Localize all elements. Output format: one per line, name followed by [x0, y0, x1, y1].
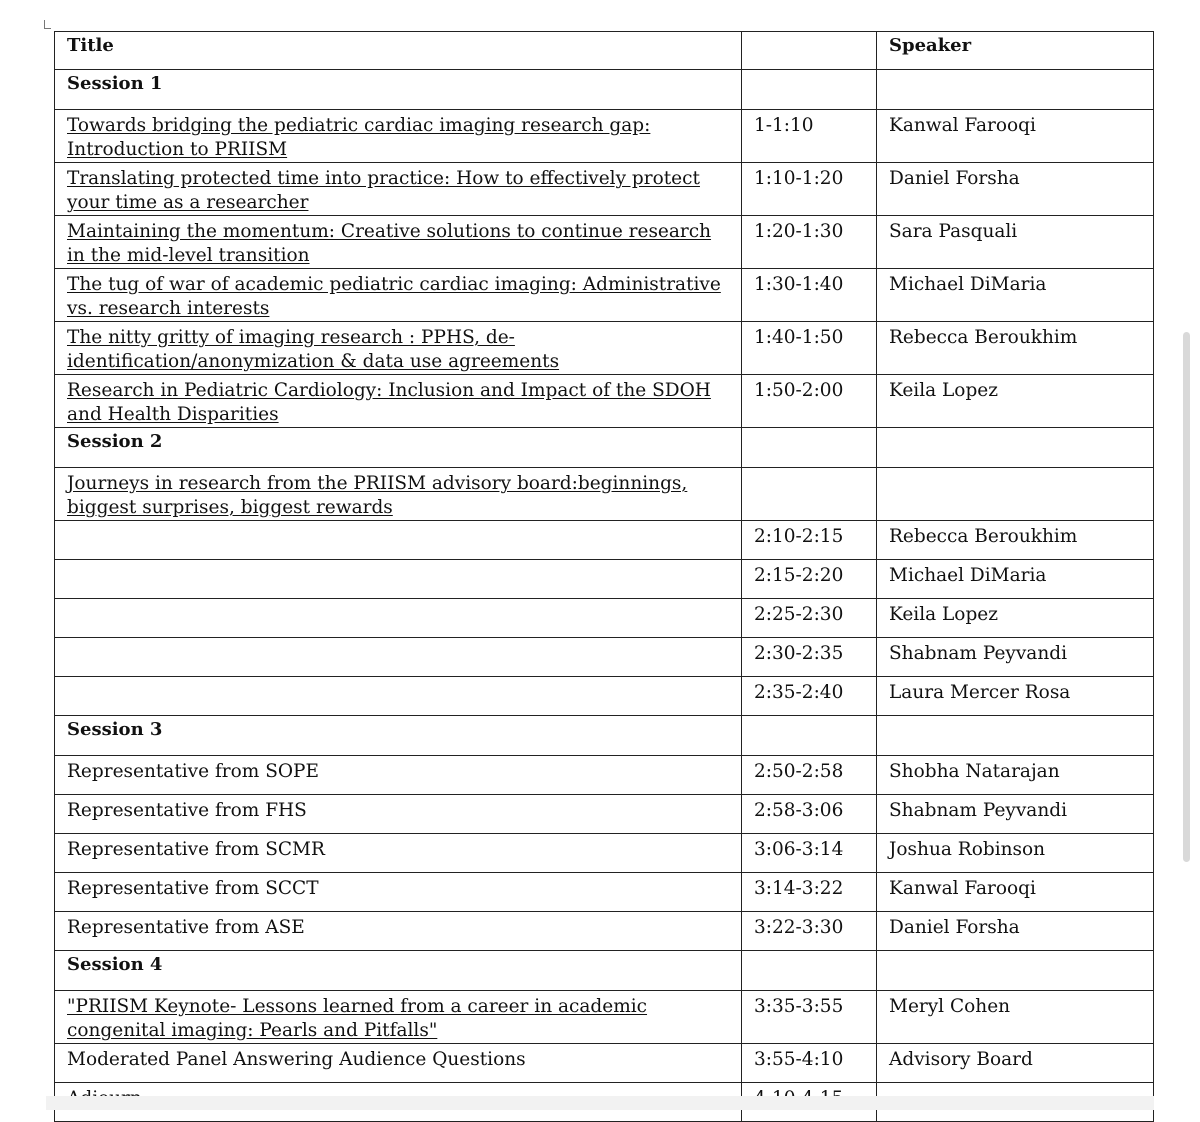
row-speaker: Kanwal Farooqi [877, 873, 1154, 912]
row-speaker: Advisory Board [877, 1044, 1154, 1083]
table-row [55, 560, 1154, 599]
row-time [742, 951, 877, 991]
row-title [55, 638, 742, 677]
row-time: 2:30-2:35 [742, 638, 877, 677]
table-row [55, 912, 1154, 951]
row-time: 3:35-3:55 [742, 991, 877, 1044]
row-title: Towards bridging the pediatric cardiac imaging research gap: Introduction to PRIISM [55, 110, 742, 163]
row-title: "PRIISM Keynote- Lessons learned from a career in academic congenital imaging: Pearls and Pitfalls" [55, 991, 742, 1044]
row-time: 1:20-1:30 [742, 216, 877, 269]
scrollbar-thumb[interactable] [1183, 332, 1190, 862]
row-time: 3:22-3:30 [742, 912, 877, 951]
row-title: Journeys in research from the PRIISM advisory board:beginnings, biggest surprises, biggest rewards [55, 468, 742, 521]
page-corner-mark [44, 20, 51, 29]
row-title: Translating protected time into practice: How to effectively protect your time as a researcher [55, 163, 742, 216]
row-time: 2:10-2:15 [742, 521, 877, 560]
row-time: 3:55-4:10 [742, 1044, 877, 1083]
header-time [742, 32, 877, 70]
row-speaker: Daniel Forsha [877, 163, 1154, 216]
row-speaker: Rebecca Beroukhim [877, 521, 1154, 560]
row-time: 2:25-2:30 [742, 599, 877, 638]
row-time: 1:40-1:50 [742, 322, 877, 375]
row-title: Representative from SOPE [55, 756, 742, 795]
table-row [55, 521, 1154, 560]
row-time: 1:10-1:20 [742, 163, 877, 216]
table-row [55, 322, 1154, 375]
table-row [55, 756, 1154, 795]
row-time: 3:14-3:22 [742, 873, 877, 912]
row-title: Representative from SCCT [55, 873, 742, 912]
row-speaker: Keila Lopez [877, 599, 1154, 638]
header-speaker: Speaker [877, 32, 1154, 70]
row-speaker: Rebecca Beroukhim [877, 322, 1154, 375]
table-row [55, 638, 1154, 677]
row-time [742, 428, 877, 468]
table-row [55, 873, 1154, 912]
schedule-table [54, 31, 1154, 1122]
row-title: Representative from FHS [55, 795, 742, 834]
row-speaker: Shabnam Peyvandi [877, 795, 1154, 834]
row-speaker: Sara Pasquali [877, 216, 1154, 269]
row-time [742, 70, 877, 110]
row-speaker [877, 951, 1154, 991]
row-title: Representative from ASE [55, 912, 742, 951]
header-title: Title [55, 32, 742, 70]
row-speaker: Joshua Robinson [877, 834, 1154, 873]
row-title: Session 3 [55, 716, 742, 756]
page-footer-band [46, 1096, 1154, 1110]
row-speaker: Daniel Forsha [877, 912, 1154, 951]
session-row [55, 716, 1154, 756]
row-speaker [877, 70, 1154, 110]
table-row [55, 163, 1154, 216]
row-time: 2:50-2:58 [742, 756, 877, 795]
row-speaker: Shabnam Peyvandi [877, 638, 1154, 677]
session-row [55, 428, 1154, 468]
row-speaker: Michael DiMaria [877, 269, 1154, 322]
row-speaker: Kanwal Farooqi [877, 110, 1154, 163]
row-title: The nitty gritty of imaging research : PPHS, de-identification/anonymization & data use agreements [55, 322, 742, 375]
table-row [55, 795, 1154, 834]
row-title: The tug of war of academic pediatric cardiac imaging: Administrative vs. research interests [55, 269, 742, 322]
row-speaker: Keila Lopez [877, 375, 1154, 428]
row-time: 2:15-2:20 [742, 560, 877, 599]
table-row [55, 375, 1154, 428]
row-title: Session 2 [55, 428, 742, 468]
row-speaker [877, 716, 1154, 756]
table-row [55, 1044, 1154, 1083]
row-time [742, 716, 877, 756]
row-title [55, 677, 742, 716]
row-speaker: Meryl Cohen [877, 991, 1154, 1044]
row-title: Session 4 [55, 951, 742, 991]
session-row [55, 951, 1154, 991]
row-title: Session 1 [55, 70, 742, 110]
row-speaker [877, 428, 1154, 468]
table-row [55, 468, 1154, 521]
table-row [55, 269, 1154, 322]
table-row [55, 216, 1154, 269]
row-title: Research in Pediatric Cardiology: Inclusion and Impact of the SDOH and Health Disparities [55, 375, 742, 428]
row-time [742, 468, 877, 521]
row-speaker: Michael DiMaria [877, 560, 1154, 599]
row-time: 1:50-2:00 [742, 375, 877, 428]
header-row [55, 32, 1154, 70]
row-title: Moderated Panel Answering Audience Questions [55, 1044, 742, 1083]
row-title [55, 599, 742, 638]
table-row [55, 834, 1154, 873]
row-time: 3:06-3:14 [742, 834, 877, 873]
row-time: 2:58-3:06 [742, 795, 877, 834]
row-title: Maintaining the momentum: Creative solutions to continue research in the mid-level transition [55, 216, 742, 269]
row-title [55, 560, 742, 599]
row-time: 1:30-1:40 [742, 269, 877, 322]
row-time: 2:35-2:40 [742, 677, 877, 716]
row-speaker: Laura Mercer Rosa [877, 677, 1154, 716]
table-row [55, 599, 1154, 638]
row-speaker: Shobha Natarajan [877, 756, 1154, 795]
row-speaker [877, 468, 1154, 521]
row-title [55, 521, 742, 560]
table-row [55, 110, 1154, 163]
session-row [55, 70, 1154, 110]
table-row [55, 991, 1154, 1044]
row-title: Representative from SCMR [55, 834, 742, 873]
table-row [55, 677, 1154, 716]
row-time: 1-1:10 [742, 110, 877, 163]
